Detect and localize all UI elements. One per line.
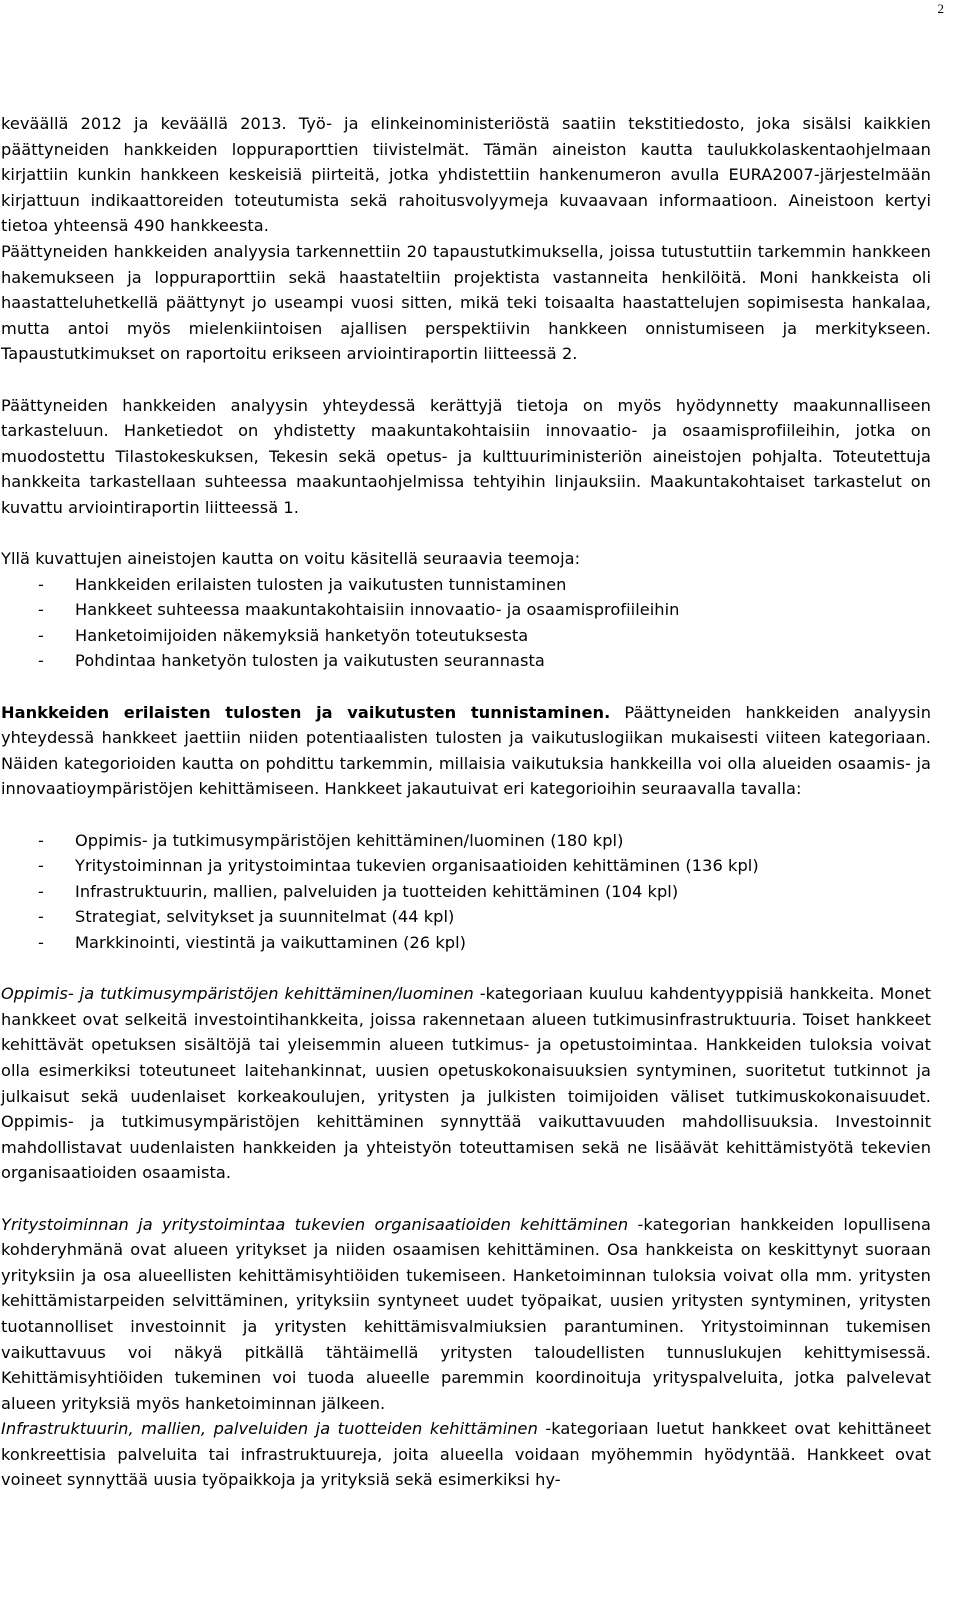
list-item: - Yritystoiminnan ja yritystoimintaa tukevien organisaatioiden kehittäminen (136 kpl) xyxy=(38,856,759,876)
list-item: - Hankkeet suhteessa maakuntakohtaisiin innovaatio- ja osaamisprofiileihin xyxy=(38,600,680,620)
paragraph-themes-intro: Yllä kuvattujen aineistojen kautta on voitu käsitellä seuraavia teemoja: xyxy=(1,549,581,569)
list-item: - Hanketoimijoiden näkemyksiä hanketyön toteutuksesta xyxy=(38,625,529,645)
paragraph-results-identification: Hankkeiden erilaisten tulosten ja vaikutusten tunnistaminen. Päättyneiden hankkeiden analyysin yhteydessä hankkeet jaettiin niiden potentiaalisten tulosten ja vaikutuslogiikan mukaisesti viiteen kategoriaan. Näiden kategorioiden kautta on pohdittu tarkemmin, millaisia vaikutuksia hankkeilla voi olla alueiden osaamis- ja innovaatioympäristöjen kehittämiseen. Hankkeet jakautuivat eri kategorioihin seuraavalla tavalla: xyxy=(1,702,932,799)
list-item: - Infrastruktuurin, mallien, palveluiden ja tuotteiden kehittäminen (104 kpl) xyxy=(38,881,679,901)
paragraph-infrastructure: Infrastruktuurin, mallien, palveluiden ja tuotteiden kehittäminen -kategoriaan luetut hankkeet ovat kehittäneet konkreettisia palveluita tai infrastruktuureja, joita alueella voidaan myöhemmin hyödyntää. Hankkeet ovat voineet synnyttää uusia työpaikkoja ja yrityksiä sekä esimerkiksi hy- xyxy=(1,1419,931,1490)
list-item: - Pohdintaa hanketyön tulosten ja vaikutusten seurannasta xyxy=(38,651,545,671)
page-number: 2 xyxy=(937,1,944,16)
list-item: - Oppimis- ja tutkimusympäristöjen kehittäminen/luominen (180 kpl) xyxy=(38,830,624,850)
paragraph-case-studies: Päättyneiden hankkeiden analyysia tarkennettiin 20 tapaustutkimuksella, joissa tutustuttiin tarkemmin hankkeen hakemukseen ja loppuraporttiin sekä haastateltiin projektista vastanneita henkilöitä. Moni hankkeista oli haastatteluhetkellä päättynyt jo useampi vuosi sitten, mikä teki toisaalta haastattelujen sopimisesta hankalaa, mutta antoi myös mielenkiintoisen ajallisen perspektiivin hankkeen onnistumiseen ja merkitykseen. Tapaustutkimukset on raportoitu erikseen arviointiraportin liitteessä 2. xyxy=(1,241,931,364)
paragraph-regional-review: Päättyneiden hankkeiden analyysin yhteydessä kerättyjä tietoja on myös hyödynnetty maakunnalliseen tarkasteluun. Hanketiedot on yhdistetty maakuntakohtaisiin innovaatio- ja osaamisprofiileihin, jotka on muodostettu Tilastokeskuksen, Tekesin sekä opetus- ja kulttuuriministeriön aineistojen pohjalta. Toteutettuja hankkeita tarkastellaan suhteessa maakuntaohjelmissa tehtyihin linjauksiin. Maakuntakohtaiset tarkastelut on kuvattu arviointiraportin liitteessä 1. xyxy=(1,395,931,517)
section-heading: Hankkeiden erilaisten tulosten ja vaikutusten tunnistaminen. xyxy=(1,702,611,722)
list-item: - Strategiat, selvitykset ja suunnitelmat (44 kpl) xyxy=(38,907,455,927)
categories-list xyxy=(1,828,931,956)
list-item: - Hankkeiden erilaisten tulosten ja vaikutusten tunnistaminen xyxy=(38,574,567,594)
themes-list xyxy=(1,572,931,674)
paragraph-business-development: Yritystoiminnan ja yritystoimintaa tukevien organisaatioiden kehittäminen -kategorian hankkeiden lopullisena kohderyhmänä ovat alueen yritykset ja niiden osaamisen kehittäminen. Osa hankkeista on keskittynyt suoraan yrityksiin ja osa alueellisten kehittämisyhtiöiden tukemiseen. Hanketoiminnan tuloksia voivat olla mm. yritysten kehittämistarpeiden selvittäminen, yrityksiin syntyneet uudet työpaikat, uusien yritysten syntyminen, yritysten tuotannolliset investoinnit ja yritysten kehittämisvalmiuksien parantuminen. Yritystoiminnan tukemisen vaikuttavuus voi näkyä pitkällä tähtäimellä yritysten taloudellisten tunnuslukujen kehittymisessä. Kehittämisyhtiöiden tukeminen voi tuoda alueelle paremmin koordinoituja yrityspalveluita, jotka palvelevat alueen yrityksiä myös hanketoiminnan jälkeen. xyxy=(1,1214,931,1413)
list-item: - Markkinointi, viestintä ja vaikuttaminen (26 kpl) xyxy=(38,933,466,952)
document-body xyxy=(1,111,931,1493)
paragraph-data-sources: keväällä 2012 ja keväällä 2013. Työ- ja elinkeinoministeriöstä saatiin tekstitiedosto, joka sisälsi kaikkien päättyneiden hankkeiden loppuraporttien tiivistelmät. Tämän aineiston kautta taulukkolaskentaohjelmaan kirjattiin kunkin hankkeen keskeisiä piirteitä, jotka yhdistettiin hankenumeron avulla EURA2007-järjestelmään kirjattuun indikaattoreiden toteutumista sekä rahoitusvolyymeja kuvaavaan informaatioon. Aineistoon kertyi tietoa yhteensä 490 hankkeesta. xyxy=(1,114,931,236)
paragraph-learning-environments: Oppimis- ja tutkimusympäristöjen kehittäminen/luominen -kategoriaan kuuluu kahdentyyppisiä hankkeita. Monet hankkeet ovat selkeitä investointihankkeita, joissa rakennetaan alueen tutkimusinfrastruktuuria. Toiset hankkeet kehittävät opetuksen sisältöjä tai yleisemmin alueen tutkimus- ja opetustoimintaa. Hankkeiden tuloksia voivat olla esimerkiksi toteutuneet laitehankinnat, uusien opetuskokonaisuuksien syntyminen, suoritetut tutkinnot ja julkaisut sekä uudenlaiset korkeakoulujen, yritysten ja julkisten toimijoiden väliset tutkimuskokonaisuudet. Oppimis- ja tutkimusympäristöjen kehittäminen synnyttää vaikuttavuuden mahdollisuuksia. Investoinnit mahdollistavat uudenlaisten hankkeiden ja yhteistyön toteuttamisen sekä ne lisäävät kehittämistyötä tekevien organisaatioiden osaamista. xyxy=(1,984,931,1183)
